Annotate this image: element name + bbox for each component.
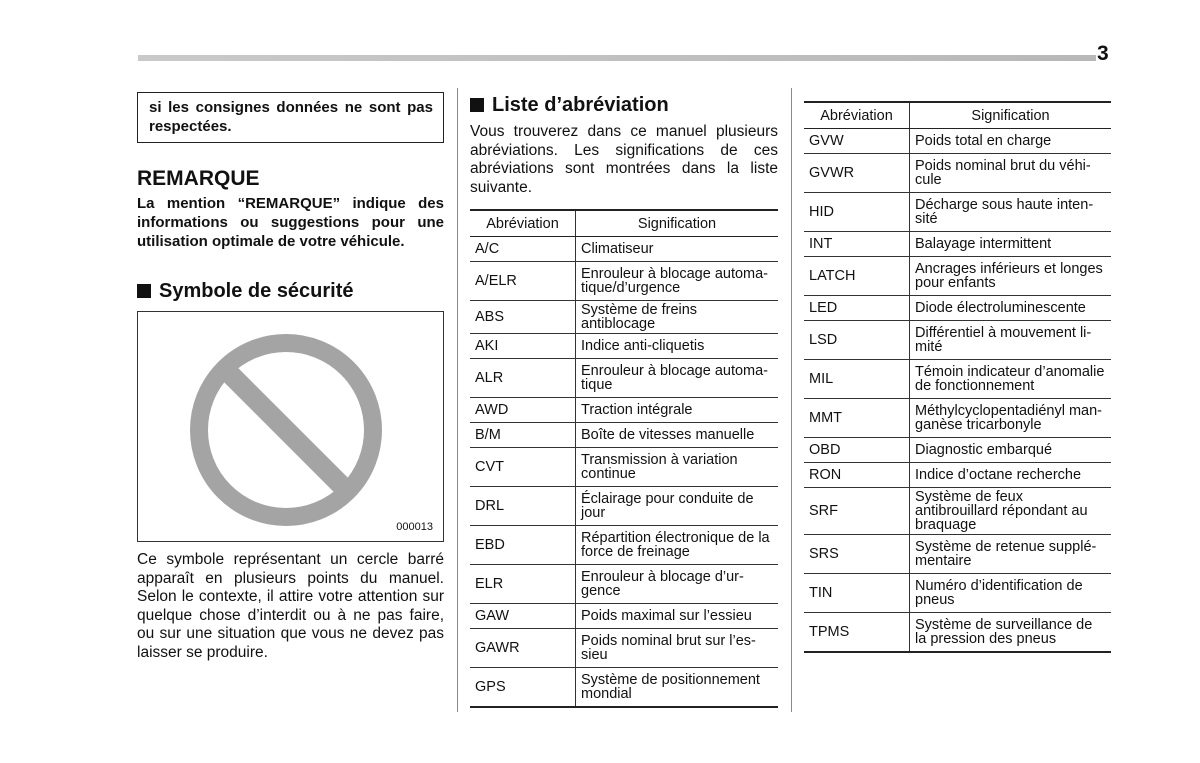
abbreviation-cell: CVT: [470, 448, 576, 487]
table-row: [804, 399, 1111, 438]
square-bullet-icon: [470, 98, 484, 112]
column-header-abbreviation: Abréviation: [804, 102, 910, 129]
abbreviation-list-heading-text: Liste d’abréviation: [492, 94, 669, 116]
abbreviation-cell: AKI: [470, 334, 576, 359]
meaning-cell: Poids nominal brut sur l’es-sieu: [576, 629, 779, 668]
table-row: [470, 565, 778, 604]
abbreviation-cell: GVW: [804, 129, 910, 154]
table-row: [804, 154, 1111, 193]
table-header-row: [470, 210, 778, 237]
meaning-cell: Système de retenue supplé-mentaire: [910, 535, 1112, 574]
meaning-cell: Boîte de vitesses manuelle: [576, 423, 779, 448]
abbreviation-list-heading: [470, 93, 778, 117]
meaning-cell: Numéro d’identification de pneus: [910, 574, 1112, 613]
page-header-rule: [138, 55, 1096, 61]
table-row: [804, 321, 1111, 360]
meaning-cell: Balayage intermittent: [910, 232, 1112, 257]
meaning-cell: Système de surveillance de la pression des pneus: [910, 613, 1112, 653]
abbreviation-cell: SRF: [804, 488, 910, 535]
abbreviation-cell: ALR: [470, 359, 576, 398]
table-row: [804, 360, 1111, 399]
meaning-cell: Décharge sous haute inten-sité: [910, 193, 1112, 232]
abbreviation-cell: LED: [804, 296, 910, 321]
safety-symbol-figure: [137, 311, 444, 542]
abbreviation-cell: ELR: [470, 565, 576, 604]
abbreviation-cell: ABS: [470, 301, 576, 334]
meaning-cell: Poids maximal sur l’essieu: [576, 604, 779, 629]
abbreviation-cell: MMT: [804, 399, 910, 438]
right-column: [804, 101, 1111, 653]
table-row: [470, 334, 778, 359]
table-row: [804, 535, 1111, 574]
abbreviation-cell: AWD: [470, 398, 576, 423]
figure-code: 000013: [396, 521, 433, 533]
meaning-cell: Ancrages inférieurs et longes pour enfants: [910, 257, 1112, 296]
table-row: [804, 296, 1111, 321]
safety-symbol-text: Ce symbole représentant un cercle barré apparaît en plusieurs points du manuel. Selon le contexte, il attire votre attention sur quelque chose d’interdit ou à ne pas faire, ou sur une situation que vous ne devez pas laisser se produire.: [137, 551, 444, 661]
abbreviation-cell: RON: [804, 463, 910, 488]
meaning-cell: Témoin indicateur d’anomalie de fonctionnement: [910, 360, 1112, 399]
table-row: [470, 604, 778, 629]
abbreviation-cell: OBD: [804, 438, 910, 463]
abbreviation-cell: GAWR: [470, 629, 576, 668]
table-header-row: [804, 102, 1111, 129]
table-row: [804, 463, 1111, 488]
table-row: [804, 193, 1111, 232]
abbreviation-cell: EBD: [470, 526, 576, 565]
square-bullet-icon: [137, 284, 151, 298]
warning-box-text: si les consignes données ne sont pas respectées.: [137, 92, 444, 143]
page-number: 3: [1097, 42, 1109, 65]
abbreviation-cell: TIN: [804, 574, 910, 613]
meaning-cell: Climatiseur: [576, 237, 779, 262]
middle-column: [470, 90, 778, 708]
column-header-abbreviation: Abréviation: [470, 210, 576, 237]
meaning-cell: Différentiel à mouvement li-mité: [910, 321, 1112, 360]
table-row: [470, 629, 778, 668]
meaning-cell: Système de feux antibrouillard répondant au braquage: [910, 488, 1112, 535]
meaning-cell: Enrouleur à blocage automa-tique/d’urgence: [576, 262, 779, 301]
table-row: [804, 438, 1111, 463]
meaning-cell: Poids nominal brut du véhi-cule: [910, 154, 1112, 193]
meaning-cell: Méthylcyclopentadiényl man-ganèse tricarbonyle: [910, 399, 1112, 438]
table-row: [804, 129, 1111, 154]
meaning-cell: Enrouleur à blocage d’ur-gence: [576, 565, 779, 604]
table-row: [470, 423, 778, 448]
left-column: [137, 90, 444, 662]
table-row: [470, 398, 778, 423]
meaning-cell: Système de positionnement mondial: [576, 668, 779, 708]
abbreviation-cell: GAW: [470, 604, 576, 629]
column-header-meaning: Signification: [576, 210, 779, 237]
table-row: [470, 262, 778, 301]
meaning-cell: Système de freins antiblocage: [576, 301, 779, 334]
prohibition-icon: [138, 312, 443, 541]
table-row: [470, 301, 778, 334]
meaning-cell: Transmission à variation continue: [576, 448, 779, 487]
abbreviation-cell: B/M: [470, 423, 576, 448]
meaning-cell: Indice d’octane recherche: [910, 463, 1112, 488]
abbreviation-table: [470, 209, 778, 708]
safety-symbol-heading: [137, 279, 444, 303]
table-row: [804, 257, 1111, 296]
abbreviation-intro: Vous trouverez dans ce manuel plusieurs abréviations. Les significations de ces abréviations sont montrées dans la liste suivante.: [470, 123, 778, 196]
meaning-cell: Enrouleur à blocage automa-tique: [576, 359, 779, 398]
meaning-cell: Indice anti-cliquetis: [576, 334, 779, 359]
column-divider: [457, 88, 458, 712]
safety-symbol-heading-text: Symbole de sécurité: [159, 280, 354, 302]
meaning-cell: Traction intégrale: [576, 398, 779, 423]
column-divider: [791, 88, 792, 712]
table-row: [470, 668, 778, 708]
abbreviation-cell: SRS: [804, 535, 910, 574]
abbreviation-table-continued: [804, 101, 1111, 653]
abbreviation-cell: LATCH: [804, 257, 910, 296]
meaning-cell: Éclairage pour conduite de jour: [576, 487, 779, 526]
abbreviation-cell: LSD: [804, 321, 910, 360]
table-row: [804, 232, 1111, 257]
meaning-cell: Diagnostic embarqué: [910, 438, 1112, 463]
remarque-heading: REMARQUE: [137, 167, 260, 190]
remarque-text: La mention “REMARQUE” indique des informations ou suggestions pour une utilisation optimale de votre véhicule.: [137, 195, 444, 250]
meaning-cell: Poids total en charge: [910, 129, 1112, 154]
abbreviation-cell: GVWR: [804, 154, 910, 193]
table-row: [470, 487, 778, 526]
table-row: [470, 526, 778, 565]
table-row: [804, 574, 1111, 613]
column-header-meaning: Signification: [910, 102, 1112, 129]
abbreviation-cell: MIL: [804, 360, 910, 399]
abbreviation-cell: TPMS: [804, 613, 910, 653]
abbreviation-cell: INT: [804, 232, 910, 257]
table-row: [804, 613, 1111, 653]
table-row: [470, 237, 778, 262]
meaning-cell: Répartition électronique de la force de freinage: [576, 526, 779, 565]
table-row: [470, 448, 778, 487]
abbreviation-cell: DRL: [470, 487, 576, 526]
abbreviation-cell: GPS: [470, 668, 576, 708]
abbreviation-cell: A/C: [470, 237, 576, 262]
abbreviation-cell: HID: [804, 193, 910, 232]
table-row: [804, 488, 1111, 535]
table-row: [470, 359, 778, 398]
meaning-cell: Diode électroluminescente: [910, 296, 1112, 321]
abbreviation-cell: A/ELR: [470, 262, 576, 301]
